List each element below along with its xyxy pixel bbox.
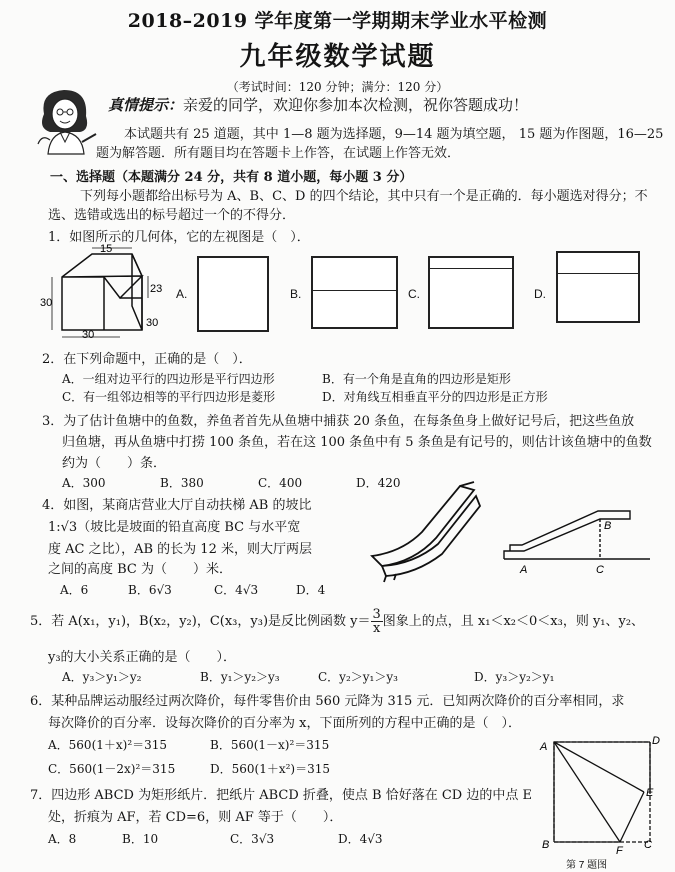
tip	[108, 94, 528, 115]
q2-option-d: D．对角线互相垂直平分的四边形是正方形	[322, 390, 548, 404]
exam-info: （考试时间：120 分钟；满分：120 分）	[226, 80, 449, 94]
q1-option-a-figure	[197, 256, 269, 332]
teacher-cartoon-icon	[30, 84, 102, 156]
q1-option-b-figure	[311, 256, 398, 329]
q4-line-2: 1:√3（坡比是坡面的铅直高度 BC 与水平宽	[48, 520, 301, 535]
q4-option-c: C．4√3	[214, 583, 259, 597]
q1-option-c-figure	[428, 256, 514, 329]
q2-option-b: B．有一个角是直角的四边形是矩形	[322, 372, 511, 386]
q3-option-b: B．380	[160, 476, 204, 490]
q3-option-c: C．400	[258, 476, 303, 490]
q1-option-b-label: B.	[290, 287, 302, 301]
q1-option-a-label: A.	[176, 287, 188, 301]
q6-option-d: D．560(1＋x²)＝315	[210, 762, 331, 776]
q1-option-c-label: C.	[408, 287, 420, 301]
q7-line-2: 处，折痕为 AF，若 CD=6，则 AF 等于（ ）．	[48, 810, 343, 825]
q7-rectangle-figure	[536, 730, 662, 872]
q7-label-a: A	[540, 741, 548, 753]
q1-dim-bottom: 30	[82, 329, 95, 340]
q7-caption: 第 7 题图	[566, 860, 608, 871]
q7-line-1: 7．四边形 ABCD 为矩形纸片．把纸片 ABCD 折叠，使点 B 恰好落在 CD 边的中点 E	[30, 788, 532, 803]
q7-label-d: D	[652, 735, 660, 747]
q5-post: 图象上的点，且 x₁＜x₂＜0＜x₃，则 y₁、y₂、	[382, 614, 645, 629]
q7-option-c: C．3√3	[230, 832, 275, 846]
q1-solid-figure	[40, 240, 170, 340]
paper-title: 九年级数学试题	[239, 42, 436, 72]
q5-option-c: C．y₂＞y₁＞y₃	[318, 670, 398, 684]
q3-option-a: A．300	[62, 476, 106, 490]
q6-option-b: B．560(1－x)²＝315	[210, 738, 330, 752]
q1-dim-top: 15	[100, 243, 113, 255]
q5-frac-num: 3	[372, 607, 381, 622]
q4-label-a: A	[520, 564, 528, 576]
intro-line-2: 题为解答题．所有题目均在答题卡上作答，在试题上作答无效．	[96, 146, 461, 161]
q7-option-a: A．8	[48, 832, 77, 846]
q3-line-3: 约为（ ）条．	[62, 456, 167, 471]
q2-option-a: A．一组对边平行的四边形是平行四边形	[62, 372, 275, 386]
q3-option-d: D．420	[356, 476, 401, 490]
q4-option-d: D．4	[296, 583, 326, 597]
intro-line-1: 本试题共有 25 道题，其中 1—8 题为选择题，9—14 题为填空题， 15 题为作图题，16—25	[124, 127, 664, 142]
q4-label-c: C	[596, 564, 604, 576]
q1-stem: 1．如图所示的几何体，它的左视图是（ ）．	[48, 230, 310, 245]
q4-line-3: 度 AC 之比），AB 的长为 12 米，则大厅两层	[48, 542, 312, 557]
q2-option-c: C．有一组邻边相等的平行四边形是菱形	[62, 390, 276, 404]
q5-option-a: A．y₃＞y₁＞y₂	[62, 670, 142, 684]
tip-text: 亲爱的同学，欢迎你参加本次检测，祝你答题成功！	[183, 96, 529, 114]
q1-dim-left: 30	[40, 297, 53, 309]
q4-line-4: 之间的高度 BC 为（ ）米．	[48, 562, 233, 577]
q3-line-1: 3．为了估计鱼塘中的鱼数，养鱼者首先从鱼塘中捕获 20 条鱼，在每条鱼身上做好记号后，把这些鱼放	[42, 414, 635, 429]
q7-option-b: B．10	[122, 832, 159, 846]
q4-line-1: 4．如图，某商店营业大厅自动扶梯 AB 的坡比	[42, 498, 312, 513]
q5-option-b: B．y₁＞y₂＞y₃	[200, 670, 280, 684]
q3-line-2: 归鱼塘，再从鱼塘中打捞 100 条鱼，若在这 100 条鱼中有 5 条鱼是有记号的，则估计该鱼塘中的鱼数	[62, 435, 652, 450]
q6-option-c: C．560(1－2x)²＝315	[48, 762, 176, 776]
q1-dim-right: 23	[150, 283, 163, 295]
q4-label-b: B	[604, 520, 612, 532]
q5-line-1	[30, 608, 644, 635]
q7-label-c: C	[644, 839, 652, 851]
q1-option-d-label: D.	[534, 287, 546, 301]
q1-option-d-figure	[556, 251, 640, 323]
q5-frac-den: x	[372, 621, 381, 636]
q7-option-d: D．4√3	[338, 832, 383, 846]
q2-stem: 2．在下列命题中，正确的是（ ）．	[42, 352, 252, 367]
q1-dim-depth: 30	[146, 317, 159, 329]
q4-escalator-figure	[500, 505, 660, 585]
q5-fraction	[371, 608, 383, 635]
q6-option-a: A．560(1＋x)²＝315	[48, 738, 168, 752]
q5-line-2: y₃的大小关系正确的是（ ）．	[48, 650, 237, 665]
q4-option-a: A．6	[60, 583, 89, 597]
section-instr-1: 下列每小题都给出标号为 A、B、C、D 的四个结论，其中只有一个是正确的．每小题选对得分；不	[80, 189, 648, 204]
section-instr-2: 选、选错或选出的标号超过一个的不得分．	[48, 208, 296, 223]
q4-option-b: B．6√3	[128, 583, 172, 597]
section-heading: 一、选择题（本题满分 24 分，共有 8 道小题，每小题 3 分）	[50, 170, 413, 185]
q6-line-2: 每次降价的百分率．设每次降价的百分率为 x，下面所列的方程中正确的是（ ）．	[48, 716, 521, 731]
q7-label-b: B	[542, 839, 550, 851]
q5-pre: 5．若 A(x₁，y₁)，B(x₂，y₂)，C(x₃，y₃)是反比例函数 y＝	[30, 614, 371, 629]
q7-label-e: E	[646, 787, 654, 799]
exam-title: 2018–2019 学年度第一学期期末学业水平检测	[127, 10, 548, 32]
q7-label-f: F	[616, 845, 623, 857]
tip-label: 真情提示：	[108, 96, 184, 114]
escalator-illustration	[362, 476, 492, 586]
q5-option-d: D．y₃＞y₂＞y₁	[474, 670, 555, 684]
q6-line-1: 6．某种品牌运动服经过两次降价，每件零售价由 560 元降为 315 元．已知两次降价的百分率相同，求	[30, 694, 625, 709]
